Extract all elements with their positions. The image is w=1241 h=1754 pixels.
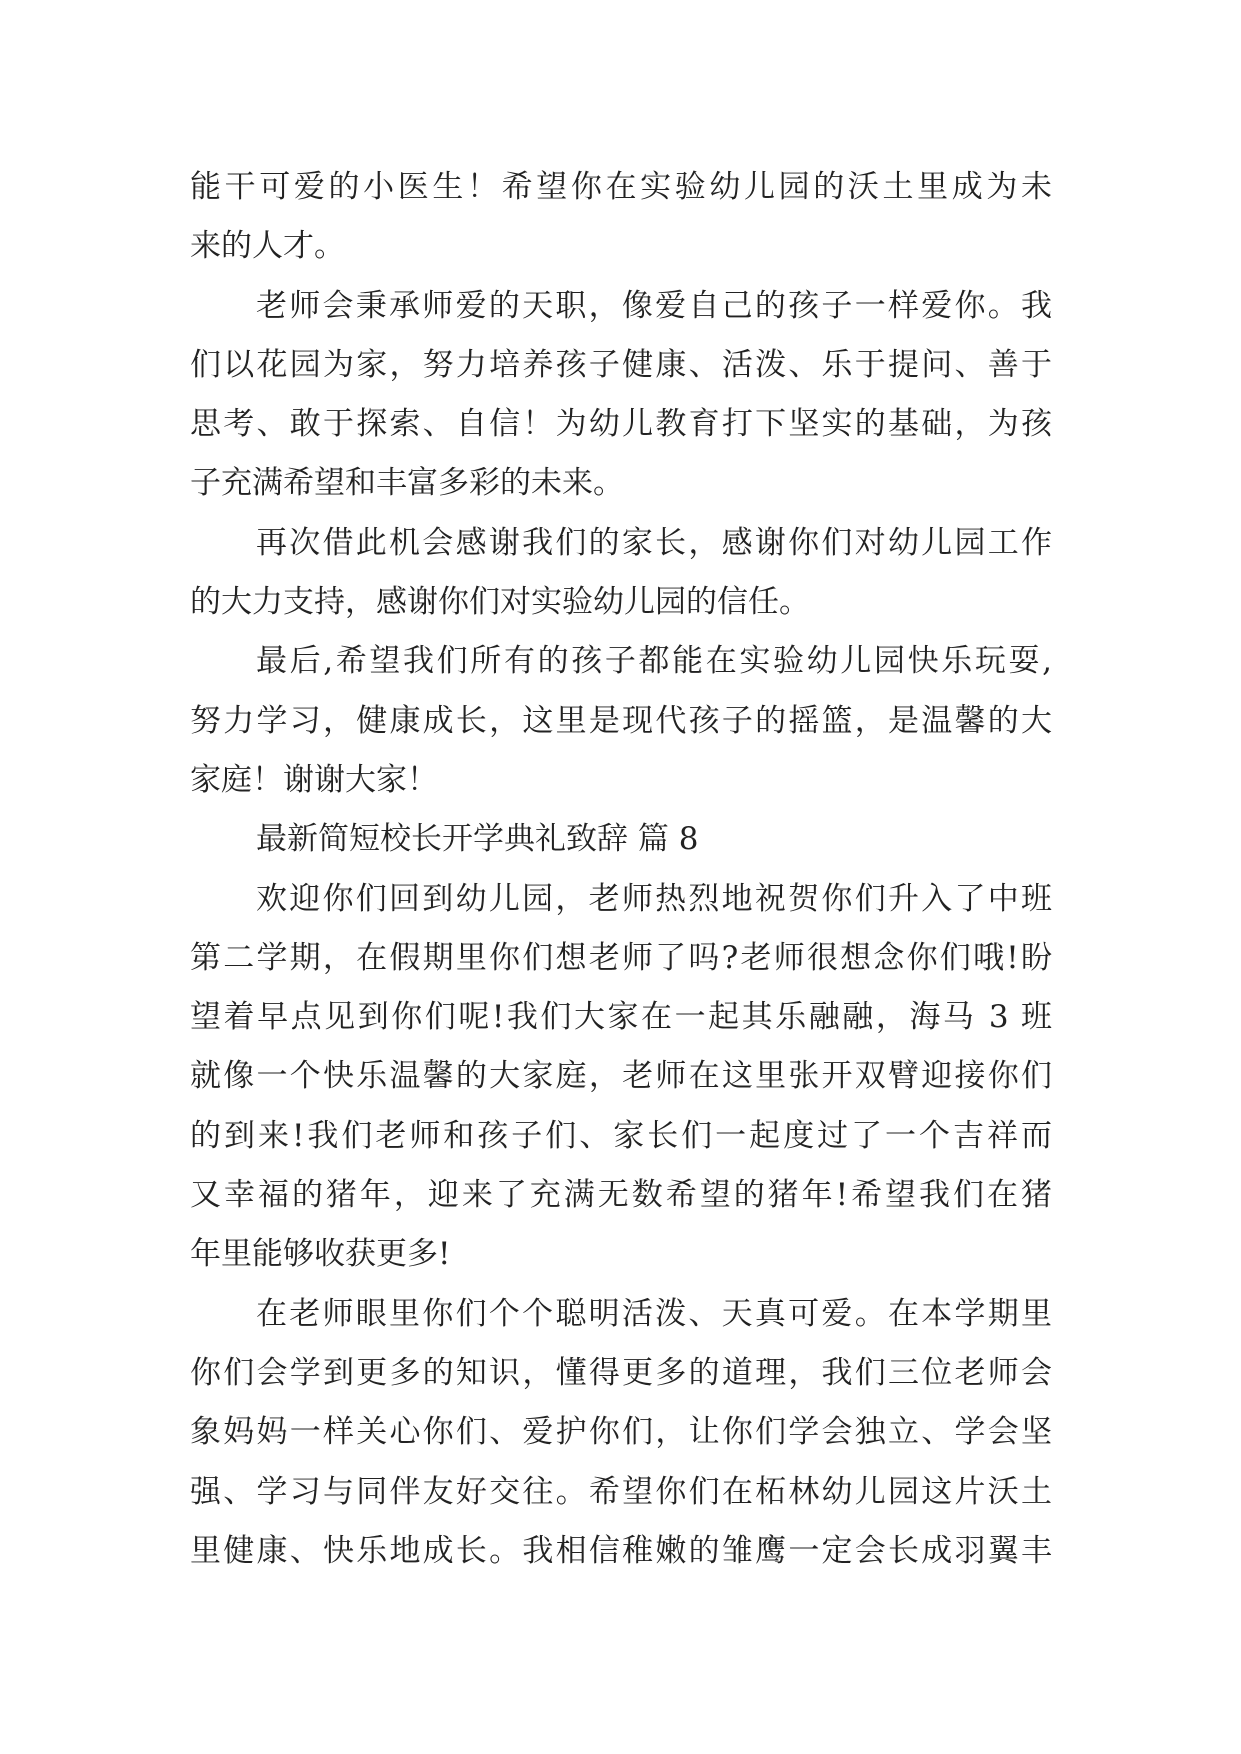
paragraph-start-line: 欢迎你们回到幼儿园，老师热烈地祝贺你们升入了中班 bbox=[256, 880, 1052, 917]
paragraph-start-line: 老师会秉承师爱的天职，像爱自己的孩子一样爱你。我 bbox=[256, 287, 1052, 324]
document-page bbox=[190, 158, 1052, 1581]
text-line: 来的人才。 bbox=[190, 228, 345, 265]
text-line: 的到来!我们老师和孩子们、家长们一起度过了一个吉祥而 bbox=[190, 1117, 1052, 1154]
text-line: 的大力支持，感谢你们对实验幼儿园的信任。 bbox=[190, 584, 810, 621]
text-line: 年里能够收获更多! bbox=[190, 1236, 451, 1273]
text-line: 子充满希望和丰富多彩的未来。 bbox=[190, 465, 624, 502]
text-line: 第二学期，在假期里你们想老师了吗?老师很想念你们哦!盼 bbox=[190, 939, 1052, 976]
text-line: 又幸福的猪年，迎来了充满无数希望的猪年!希望我们在猪 bbox=[190, 1177, 1052, 1214]
text-line: 们以花园为家，努力培养孩子健康、活泼、乐于提问、善于 bbox=[190, 346, 1052, 383]
paragraph-start-line: 最后,希望我们所有的孩子都能在实验幼儿园快乐玩耍, bbox=[256, 643, 1052, 680]
text-line: 象妈妈一样关心你们、爱护你们，让你们学会独立、学会坚 bbox=[190, 1414, 1052, 1451]
text-line: 里健康、快乐地成长。我相信稚嫩的雏鹰一定会长成羽翼丰 bbox=[190, 1532, 1052, 1569]
text-line: 家庭！谢谢大家！ bbox=[190, 761, 438, 798]
paragraph-start-line: 再次借此机会感谢我们的家长，感谢你们对幼儿园工作 bbox=[256, 524, 1052, 561]
text-line: 能干可爱的小医生！希望你在实验幼儿园的沃土里成为未 bbox=[190, 169, 1052, 205]
text-line: 望着早点见到你们呢!我们大家在一起其乐融融，海马 3 班 bbox=[190, 999, 1052, 1036]
section-heading: 最新简短校长开学典礼致辞 篇 8 bbox=[256, 821, 699, 858]
text-line: 思考、敢于探索、自信！为幼儿教育打下坚实的基础，为孩 bbox=[190, 406, 1052, 443]
text-line: 你们会学到更多的知识，懂得更多的道理，我们三位老师会 bbox=[190, 1354, 1052, 1391]
text-line: 强、学习与同伴友好交往。希望你们在柘林幼儿园这片沃土 bbox=[190, 1473, 1052, 1510]
text-line: 就像一个快乐温馨的大家庭，老师在这里张开双臂迎接你们 bbox=[190, 1058, 1052, 1095]
text-line: 努力学习，健康成长，这里是现代孩子的摇篮，是温馨的大 bbox=[190, 702, 1052, 739]
paragraph-start-line: 在老师眼里你们个个聪明活泼、天真可爱。在本学期里 bbox=[256, 1295, 1052, 1332]
